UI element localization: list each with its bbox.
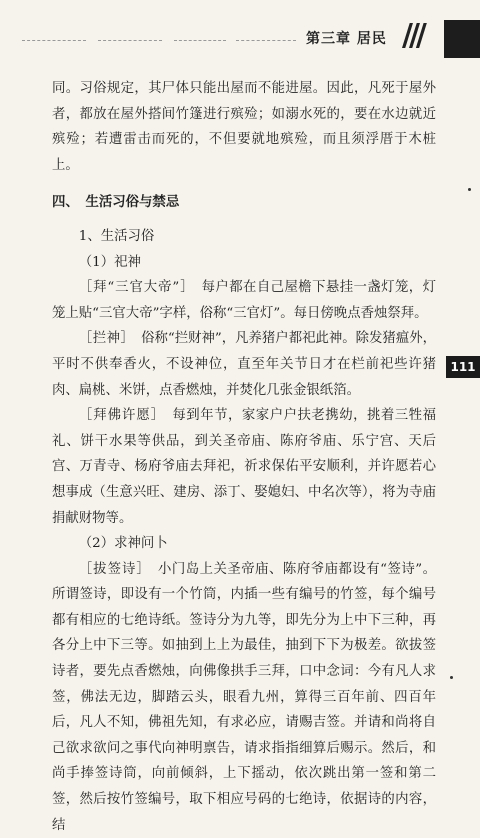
item-heading-1: （1）祀神 [78, 254, 141, 270]
paragraph-text: 俗称“拦财神”，凡养猪户都祀此神。除发猪瘟外，平时不供奉香火，不设神位，直至年关节日才在栏前祀些许猪肉、扁桃、米饼，点香燃烛，并焚化几张金银纸箔。 [52, 331, 436, 398]
paragraph-text: 小门岛上关圣帝庙、陈府爷庙都设有“签诗”。所谓签诗，即设有一个竹筒，内插一些有编号的竹签，每个编号都有相应的七绝诗纸。签诗分为九等，即先分为上中下三种，再各分上中下三等。如抽到上上为最佳，抽到下下为极差。欲拔签诗者，要先点香燃烛，向佛像拱手三拜，口中念词：今有凡人求签，佛法无边，脚踏云头，眼看九州，算得三百年前、四百年后，凡人不知，佛祖先知，有求必应，请赐吉签。并请和尚将自己欲求欲问之事代向神明禀告，请求指指细算后赐示。然后，和尚手捧签诗筒，向前倾斜，上下摇动，依次跳出第一签和第二签，然后按竹签编号，取下相应号码的七绝诗，依据诗的内容，结 [52, 561, 436, 833]
speck-mark-1 [468, 188, 471, 191]
header-corner-block [444, 20, 480, 58]
speck-mark-2 [450, 676, 453, 679]
page-body [52, 76, 436, 838]
term-label: ［拜“三官大帝”］ [78, 280, 188, 296]
header-rule-3 [174, 40, 226, 41]
paragraph-lanshen [52, 326, 436, 403]
paragraph-qianshi [52, 557, 436, 838]
subsection-heading: 1、生活习俗 [78, 228, 155, 244]
item-heading-2: （2）求神问卜 [78, 536, 168, 552]
paragraph-text: 每到年节，家家户户扶老携幼，挑着三牲福礼、饼干水果等供品，到关圣帝庙、陈府爷庙、乐宁宫、天后宫、万青寺、杨府爷庙去拜祀，祈求保佑平安顺利，并许愿若心想事成（生意兴旺、建房、添丁、娶媳妇、中名次等），将为寺庙捐献财物等。 [52, 408, 436, 526]
chapter-title: 第三章 居民 [306, 31, 387, 47]
page-header [0, 0, 480, 70]
header-rule-4 [236, 40, 296, 41]
intro-paragraph: 同。习俗规定，其尸体只能出屋而不能进屋。因此，凡死于屋外者，都放在屋外搭间竹篷进行殡殓；如溺水死的，要在水边就近殡殓；若遭雷击而死的，不但要就地殡殓，而且须浮厝于木桩上。 [52, 81, 436, 173]
term-label: ［拜佛许愿］ [78, 408, 159, 424]
page-number-tab: 111 [446, 356, 480, 378]
header-rule-1 [22, 40, 86, 41]
paragraph-baifo [52, 403, 436, 531]
paragraph-sanguan [52, 275, 436, 326]
paragraph-text: 每户都在自己屋檐下悬挂一盏灯笼，灯笼上贴“三官大帝”字样，俗称“三官灯”。每日傍晚点香烛祭拜。 [52, 280, 436, 321]
term-label: ［拔签诗］ [78, 561, 145, 577]
term-label: ［拦神］ [78, 331, 128, 347]
header-slash-ornament: /// [402, 18, 423, 53]
section-heading: 四、 生活习俗与禁忌 [52, 195, 180, 211]
header-rule-2 [98, 40, 162, 41]
